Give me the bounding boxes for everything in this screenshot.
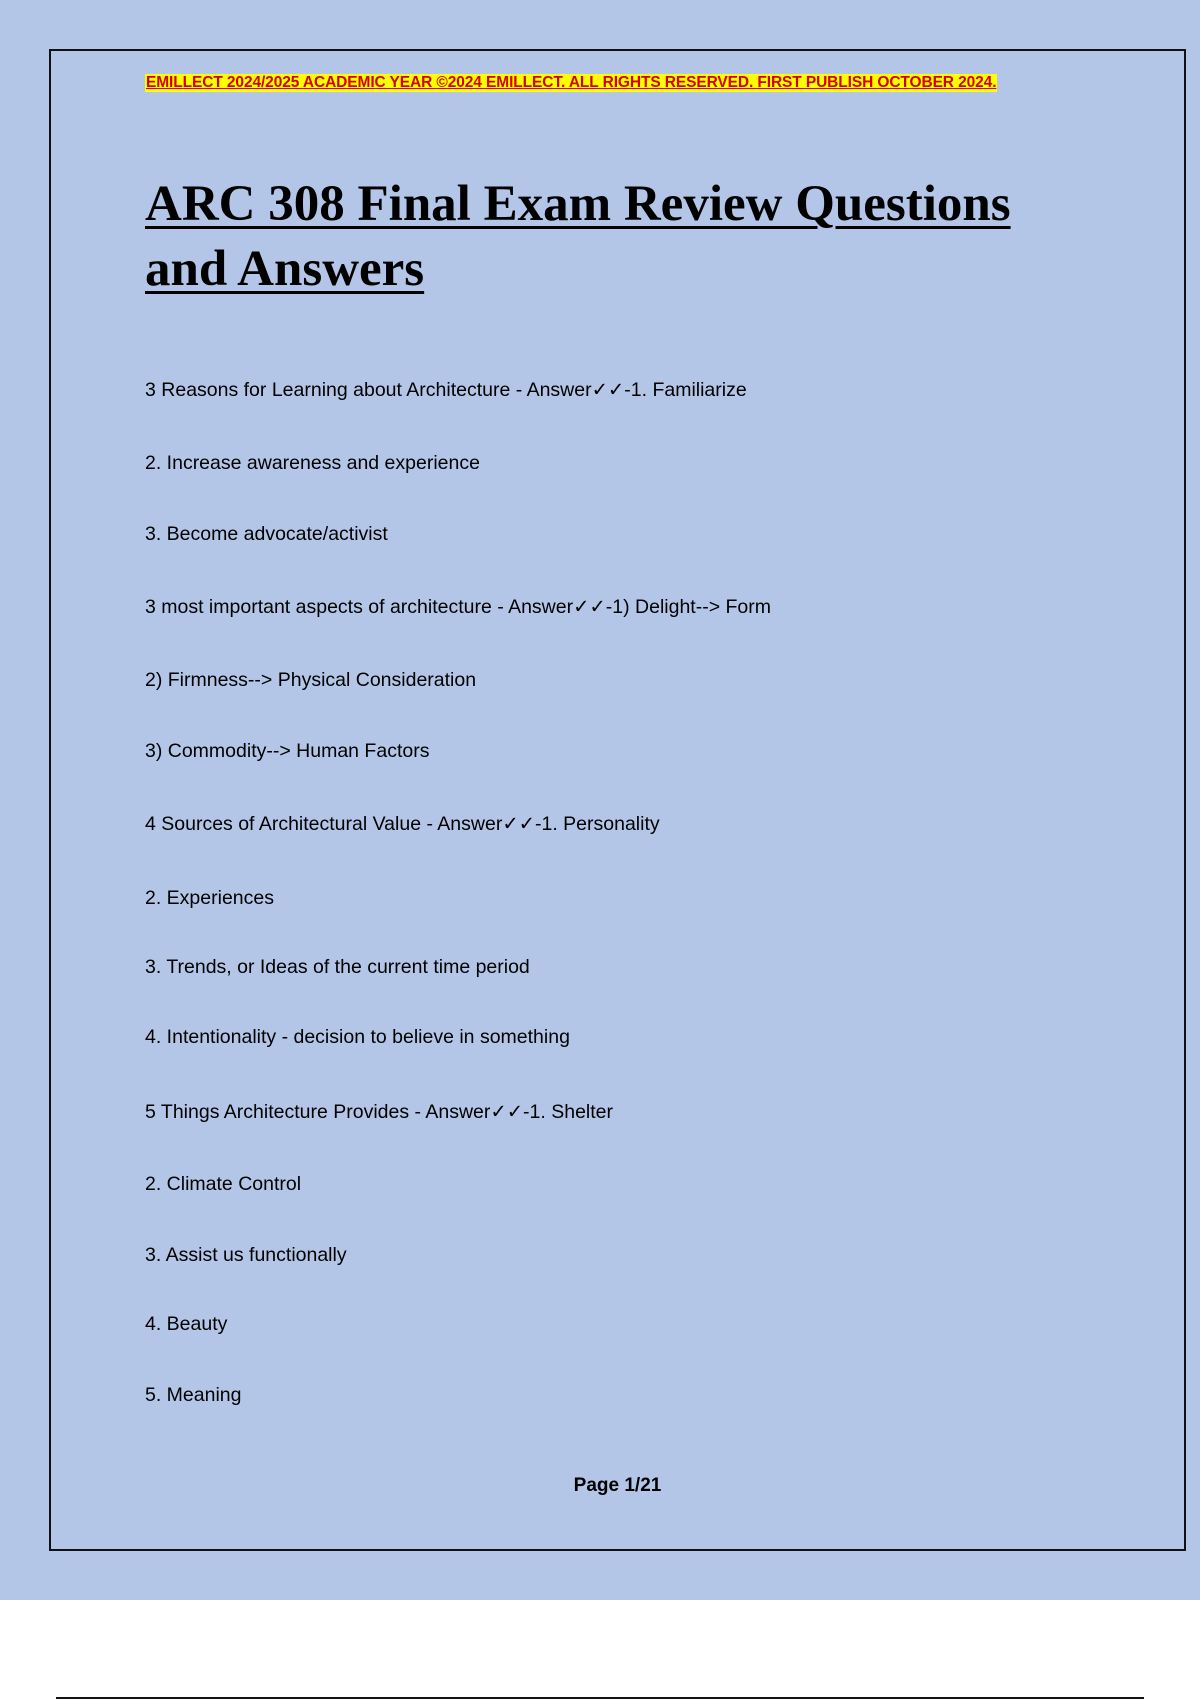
- copyright-banner: EMILLECT 2024/2025 ACADEMIC YEAR ©2024 EMILLECT. ALL RIGHTS RESERVED. FIRST PUBLISH OCTOBER 2024.: [146, 74, 997, 91]
- list-item: 3. Become advocate/activist: [145, 523, 388, 545]
- list-item: 3. Assist us functionally: [145, 1244, 347, 1266]
- list-item: 2. Experiences: [145, 887, 274, 909]
- list-item: 4. Beauty: [145, 1313, 228, 1335]
- page-number: Page 1/21: [573, 1475, 662, 1496]
- list-item: 5. Meaning: [145, 1384, 242, 1406]
- next-page-divider: [56, 1697, 1144, 1699]
- document-title: ARC 308 Final Exam Review Questions and Answers: [145, 176, 1011, 297]
- question-important-aspects: 3 most important aspects of architecture - Answer✓✓-1) Delight--> Form: [145, 596, 772, 618]
- list-item: 3) Commodity--> Human Factors: [145, 740, 430, 762]
- list-item: 2. Climate Control: [145, 1173, 302, 1195]
- list-item: 2. Increase awareness and experience: [145, 452, 480, 474]
- question-things-provides: 5 Things Architecture Provides - Answer✓✓-1. Shelter: [145, 1101, 614, 1123]
- list-item: 3. Trends, or Ideas of the current time period: [145, 956, 530, 978]
- question-sources-value: 4 Sources of Architectural Value - Answer✓✓-1. Personality: [145, 813, 660, 835]
- list-item: 2) Firmness--> Physical Consideration: [145, 669, 477, 691]
- list-item: 4. Intentionality - decision to believe in something: [145, 1026, 570, 1048]
- question-reasons-learning: 3 Reasons for Learning about Architecture - Answer✓✓-1. Familiarize: [145, 379, 747, 401]
